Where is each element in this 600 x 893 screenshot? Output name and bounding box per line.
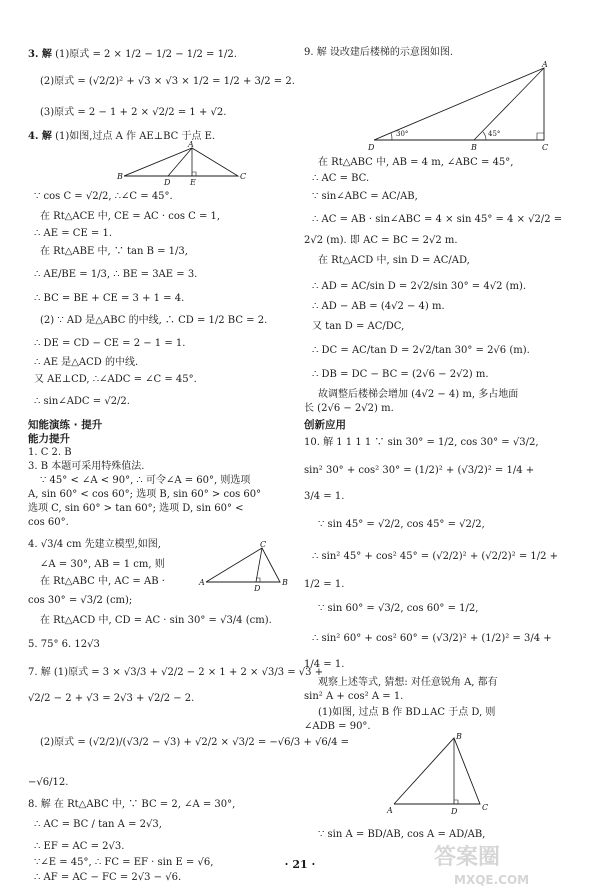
q4-line-5: 在 Rt△ACD 中, CD = AC · sin 30° = √3/4 (cm). [40,615,272,626]
q4-line-1: 4. √3/4 cm 先建立模型,如图, [28,539,161,550]
q9-line-11: ∴ DC = AC/tan D = 2√2/tan 30° = 2√6 (m). [312,345,530,356]
q9-line-12: ∴ DB = DC − BC = (2√6 − 2√2) m. [312,369,489,380]
q4-line-2: ∠A = 30°, AB = 1 cm, 则 [40,559,165,570]
q3-line-2: ∵ 45° < ∠A < 90°, ∴ 可令∠A = 60°, 则选项 [40,475,251,486]
q10-line-1: 10. 解 1 1 1 1 ∵ sin 30° = 1/2, cos 30° = √3/2, [304,437,539,448]
q9-line-10: 又 tan D = AC/DC, [312,321,405,332]
label-a: A [188,140,194,149]
q8-line-3: ∴ EF = AC = 2√3. [34,841,125,852]
q8-line-4: ∵∠E = 45°, ∴ FC = EF · sin E = √6, [34,857,214,868]
label-c: C [260,540,267,549]
label-d: D [451,807,458,816]
label-d: D [368,143,375,152]
q7-line-4: −√6/12. [28,777,69,788]
p4-line-6: ∴ AE/BE = 1/3, ∴ BE = 3AE = 3. [34,269,198,280]
q10-line-13: ∠ADB = 90°. [304,721,371,732]
q7-line-2: √2/2 − 2 + √3 = 2√3 + √2/2 − 2. [28,693,195,704]
angle-30: 30° [396,130,409,138]
label-c: C [240,172,246,181]
p4-line-5: 在 Rt△ABE 中, ∵ tan B = 1/3, [40,246,188,257]
answers-5-6: 5. 75° 6. 12√3 [28,639,100,650]
q10-line-12: (1)如图, 过点 B 作 BD⊥AC 于点 D, 则 [318,707,496,718]
q7-line-3: (2)原式 = (√2/2)/(√3/2 − √3) + √2/2 × √3/2 = −√6/3 + √6/4 = [40,737,350,748]
p4-line-9: ∴ DE = CD − CE = 2 − 1 = 1. [34,338,186,349]
figure-triangle-q4 [198,540,288,592]
label-c: C [542,143,549,152]
label-b: B [117,172,123,181]
figure-triangle-q10 [384,730,494,816]
q10-line-8: ∴ sin² 60° + cos² 60° = (√3/2)² + (1/2)² = 3/4 + [312,633,552,644]
p4-line-8: (2) ∵ AD 是△ABC 的中线, ∴ CD = 1/2 BC = 2. [40,315,268,326]
watermark-logo [424,838,594,888]
q10-line-4: ∵ sin 45° = √2/2, cos 45° = √2/2, [318,519,485,530]
q10-line-11: sin² A + cos² A = 1. [304,691,404,702]
p4-line-3: 在 Rt△ACE 中, CE = AC · cos C = 1, [40,211,221,222]
figure-triangle-abc-1 [116,140,246,186]
q8-line-1: 8. 解 在 Rt△ABC 中, ∵ BC = 2, ∠A = 30°, [28,799,236,810]
answers-1-2: 1. C 2. B [28,447,72,458]
problem-4-number: 4. 解 [28,131,52,142]
q10-line-6: 1/2 = 1. [304,579,345,590]
page-number: · 21 · [284,858,316,871]
label-b: B [456,732,462,741]
label-a: A [387,806,393,815]
section-heading-ability: 能力提升 [28,433,70,445]
q3-line-3: A, sin 60° < cos 60°; 选项 B, sin 60° > cos 60° [28,489,262,500]
p4-line-10: ∴ AE 是△ACD 的中线. [34,357,139,368]
q9-line-9: ∴ AD − AB = (4√2 − 4) m. [312,301,445,312]
label-a: A [542,60,548,69]
q9-line-3: ∴ AC = BC. [312,173,370,184]
q8-line-5: ∴ AF = AC − FC = 2√3 − √6. [34,872,182,883]
p4-line-1: (1)如图,过点 A 作 AE⊥BC 于点 E. [55,131,216,142]
q9-line-4: ∵ sin∠ABC = AC/AB, [312,191,418,202]
q10-line-5: ∴ sin² 45° + cos² 45° = (√2/2)² + (√2/2)² = 1/2 + [312,551,559,562]
label-e: E [190,178,196,186]
watermark-top: 答案圈 [434,845,501,870]
q9-line-5: ∴ AC = AB · sin∠ABC = 4 × sin 45° = 4 × √2/2 = [312,214,563,225]
q3-line-5: cos 60°. [28,517,69,528]
problem-3-number: 3. 解 [28,49,52,60]
q9-line-6: 2√2 (m). 即 AC = BC = 2√2 m. [304,235,458,246]
label-b: B [282,578,288,587]
p4-line-2: ∵ cos C = √2/2, ∴∠C = 45°. [34,191,173,202]
q9-line-7: 在 Rt△ACD 中, sin D = AC/AD, [318,255,470,266]
q9-line-2: 在 Rt△ABC 中, AB = 4 m, ∠ABC = 45°, [318,157,514,168]
q10-line-7: ∵ sin 60° = √3/2, cos 60° = 1/2, [318,603,479,614]
label-c: C [482,803,489,812]
q10-line-10: 观察上述等式, 猜想: 对任意锐角 A, 都有 [318,677,498,688]
q9-line-8: ∴ AD = AC/sin D = 2√2/sin 30° = 4√2 (m). [312,281,527,292]
q10-line-9: 1/4 = 1. [304,659,345,670]
q10-line-3: 3/4 = 1. [304,491,345,502]
p4-line-7: ∴ BC = BE + CE = 3 + 1 = 4. [34,293,185,304]
q8-line-2: ∴ AC = BC / tan A = 2√3, [34,819,162,830]
p3-line-1: (1)原式 = 2 × 1/2 − 1/2 − 1/2 = 1/2. [55,49,237,60]
q9-line-1: 9. 解 设改建后楼梯的示意图如图. [304,47,454,58]
p3-line-2: (2)原式 = (√2/2)² + √3 × √3 × 1/2 = 1/2 + 3/2 = 2. [40,76,295,87]
p4-line-12: ∴ sin∠ADC = √2/2. [34,396,130,407]
section-heading-innovation: 创新应用 [304,419,346,431]
figure-staircase [364,60,564,152]
section-heading-practice: 知能演练 · 提升 [28,419,103,431]
angle-45: 45° [488,130,501,138]
label-a: A [199,578,205,587]
q3-line-4: 选项 C, sin 60° > tan 60°; 选项 D, sin 60° < [28,503,244,514]
q9-line-13: 故调整后楼梯会增加 (4√2 − 4) m, 多占地面 [318,389,519,400]
label-b: B [471,143,477,152]
watermark-bottom: MXQE.COM [454,873,530,887]
q10-line-2: sin² 30° + cos² 30° = (1/2)² + (√3/2)² = 1/4 + [304,465,535,476]
q3-line-1: 3. B 本题可采用特殊值法. [28,461,145,472]
q10-line-14: ∵ sin A = BD/AB, cos A = AD/AB, [318,829,486,840]
q4-line-3: 在 Rt△ABC 中, AC = AB · [40,576,165,587]
label-d: D [254,584,261,592]
q9-line-14: 长 (2√6 − 2√2) m. [304,403,394,414]
q4-line-4: cos 30° = √3/2 (cm); [28,595,133,606]
p4-line-11: 又 AE⊥CD, ∴∠ADC = ∠C = 45°. [34,374,197,385]
p4-line-4: ∴ AE = CE = 1. [34,228,113,239]
q7-line-1: 7. 解 (1)原式 = 3 × √3/3 + √2/2 − 2 × 1 + 2 × √3/3 = √3 + [28,667,324,678]
label-d: D [164,178,171,186]
p3-line-3: (3)原式 = 2 − 1 + 2 × √2/2 = 1 + √2. [40,107,227,118]
